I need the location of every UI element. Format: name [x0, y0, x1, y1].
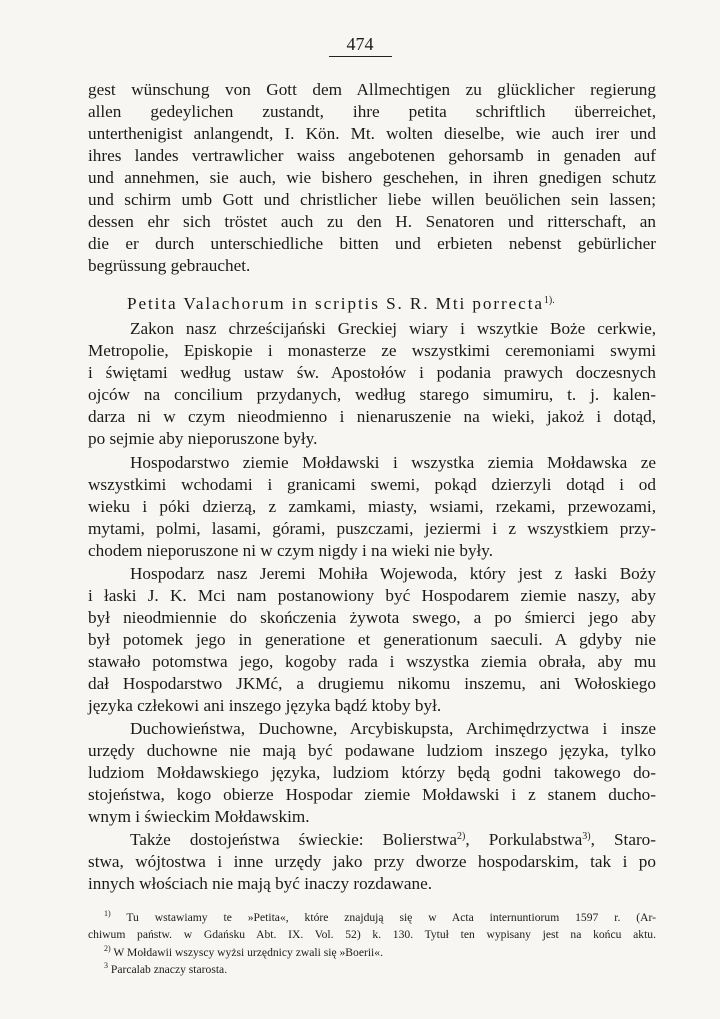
footnote-ref: 1).: [543, 295, 555, 306]
intro-line: allen gedeylichen zustandt, ihre petita schriftlich überreichet,: [88, 102, 656, 121]
text-segment: , Staro-: [590, 830, 656, 849]
paragraph-line: wnym i świeckim Mołdawskim.: [88, 807, 310, 826]
paragraph-line: Hospodarz nasz Jeremi Mohiła Wojewoda, który jest z łaski Boży: [130, 564, 656, 583]
paragraph-line: Metropolie, Episkopie i monasterze ze wszystkimi ceremoniami swymi: [88, 341, 656, 360]
intro-line: ihres landes vertrawlicher waiss angebotenen gehorsamb in genaden auf: [88, 146, 656, 165]
intro-line: und schirm umb Gott und christlicher liebe willen beuölichen sein lassen;: [88, 190, 656, 209]
text-segment: , Porkulabstwa: [465, 830, 583, 849]
heading-text: Petita Valachorum in scriptis S. R. Mti porrecta: [127, 294, 544, 313]
text-segment: Także dostojeństwa świeckie: Bolierstwa: [130, 830, 458, 849]
footnote-mark: 1): [104, 909, 111, 918]
footnote-text: Tu wstawiamy te »Petita«, które znajdują się w Acta internuntiorum 1597 r. (Ar-: [126, 911, 656, 924]
paragraph-line: Hospodarstwo ziemie Mołdawski i wszystka ziemia Mołdawska ze: [130, 453, 656, 472]
footnote-ref: 3): [582, 831, 591, 842]
paragraph-line: innych włościach nie mają być inaczy rozdawane.: [88, 874, 433, 893]
paragraph-line: urzędy duchowne nie mają być podawane ludziom inszego języka, tylko: [88, 741, 656, 760]
paragraph-line: chodem nieporuszone ni w czym nigdy i na wieki nie były.: [88, 541, 494, 560]
paragraph-line: był nieodmiennie do skończenia żywota swego, a po śmierci jego aby: [88, 608, 656, 627]
page-number: [0, 34, 720, 57]
paragraph-line: był potomek jego in generatione et generationum saeculi. A gdyby nie: [88, 630, 656, 649]
footnote-text: Parcalab znaczy starosta.: [110, 963, 228, 976]
paragraph-line: stwa, wójtostwa i inne urzędy jako przy dworze hospodarskim, tak i po: [88, 852, 656, 871]
footnote-ref: 2): [457, 831, 466, 842]
paragraph-line: dał Hospodarstwo JKMć, a drugiemu nikomu inszemu, ani Wołoskiego: [88, 674, 656, 693]
intro-line: begrüssung gebrauchet.: [88, 256, 251, 275]
paragraph-line: wieku i póki dzierzą, z zamkami, miasty, wsiami, rzekami, przewozami,: [88, 497, 656, 516]
paragraph-line: stojeństwa, kogo obierze Hospodar ziemie Mołdawski i z stanem ducho-: [88, 785, 656, 804]
intro-line: dessen ehr sich tröstet auch zu den H. Senatoren und ritterschaft, an: [88, 212, 656, 231]
paragraph-line: ludziom Mołdawskiego języka, ludziom którzy będą godni takowego do-: [88, 763, 656, 782]
section-heading: [127, 293, 555, 315]
paragraph-line: języka człekowi ani inszego języka bądź ktoby był.: [88, 696, 442, 715]
page-number-text: 474: [329, 34, 392, 57]
paragraph-line: wszystkimi wchodami i granicami swemi, pokąd dzierzyli dotąd i od: [88, 475, 656, 494]
paragraph-line: Zakon nasz chrześcijański Greckiej wiary i wszytkie Boże cerkwie,: [130, 319, 656, 338]
paragraph-line: darza ni w czym nieodmiennо i nienaruszenie na wieki, jakoż i dotąd,: [88, 407, 656, 426]
paragraph-line: ojców na concilium przydanych, według starego simumiru, t. j. kalen-: [88, 385, 656, 404]
paragraph-line: stawało potomstwa jego, kogoby rada i wszystka ziemia obrała, aby mu: [88, 652, 656, 671]
intro-line: gest wünschung von Gott dem Allmechtigen zu glücklicher regierung: [88, 80, 656, 99]
footnote-1-line: chiwum państw. w Gdańsku Abt. IX. Vol. 52) k. 130. Tytuł ten wypisany jest na końcu aktu.: [88, 928, 656, 941]
paragraph-line: Duchowieństwa, Duchowne, Arcybiskupsta, Archimędrzyctwa i insze: [130, 719, 656, 738]
paragraph-line: i łaski J. K. Mci nam postanowiony być Hospodarem ziemie naszy, aby: [88, 586, 656, 605]
footnote-3: [104, 962, 227, 978]
intro-line: die er durch unterschiedliche bitten und erbieten nebenst gebürlicher: [88, 234, 656, 253]
paragraph-line: [130, 829, 656, 851]
footnote-text: W Mołdawii wszyscy wyżsi urzędnicy zwali się »Boerii«.: [113, 946, 383, 959]
footnote-2: [104, 945, 383, 961]
paragraph-line: po sejmie aby nieporuszone były.: [88, 429, 318, 448]
footnote-1-line: [104, 910, 656, 926]
paragraph-line: mytami, polmi, lasami, górami, puszczami, jeziermi i z wszystkiem przy-: [88, 519, 656, 538]
footnote-mark: 3: [104, 961, 108, 970]
intro-line: und annehmen, sie auch, wie bishero geschehen, in ihren gnedigen schutz: [88, 168, 656, 187]
footnote-mark: 2): [104, 944, 111, 953]
intro-line: unterthenigist anlangendt, I. Kön. Mt. wolten dieselbe, wie auch irer und: [88, 124, 656, 143]
paragraph-line: i świętami według ustaw św. Apostołów i podania prawych doczesnych: [88, 363, 656, 382]
